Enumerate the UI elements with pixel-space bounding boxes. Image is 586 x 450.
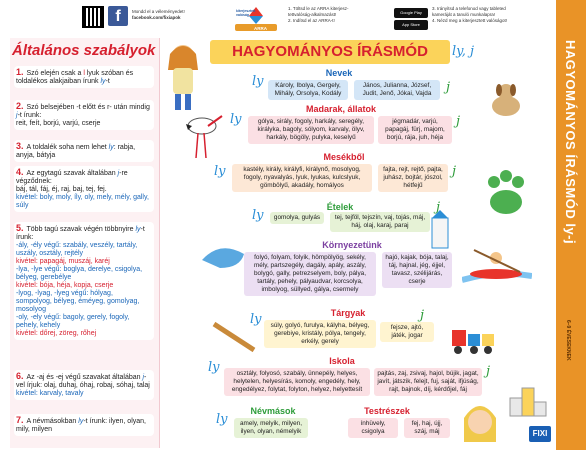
rule-end: -t <box>105 78 110 85</box>
ly-icon: ly <box>214 164 226 179</box>
arra-step-1: 1. Töltsd le az ARRA kiterjesz- <box>288 6 349 11</box>
section-etelek-j: tej, tejföl, tejszín, vaj, tojás, máj, háj, olaj, karaj, paraj <box>330 212 430 232</box>
section-kornyezet-j: hajó, kajak, bója, talaj, táj, hajnal, jég, éjjel, tavasz, szélijárás, cserje <box>382 252 452 288</box>
section-iskola-j: pajtás, zaj, zsivaj, hajol, bújik, jagat, javít, játszik, felejt, fuj, saját, ifjúság, rajt, bajnok, díj, kérdőjel, fáj <box>374 368 482 396</box>
rule-text: A toldalék soha nem lehet <box>26 144 109 151</box>
section-nevek-head: Nevek <box>325 68 353 78</box>
rule-example: reit, feít, borjú, varjú, cserje <box>16 120 101 127</box>
rule-exception: kivétel: papagáj, muszáj, karéj <box>16 258 110 265</box>
section-etelek-ly: gomolya, gulyás <box>270 212 324 224</box>
rule-example-4: -oly, -ely végű: bagoly, gerely, fogoly, pehely, kehely <box>16 314 130 329</box>
facebook-icon[interactable]: f <box>108 6 128 26</box>
rule-exception-4: kivétel: dőrej, zöreg, rőhej <box>16 330 97 337</box>
ly-icon: ly <box>216 412 228 427</box>
rule-3 <box>14 140 154 162</box>
arra-logo-line-1: kiterjesztett <box>236 9 256 13</box>
arra-step-1b: tettvalóság-alkalmazást! <box>288 12 337 17</box>
j-icon: j <box>486 364 491 379</box>
rule-rest: -vel írjuk: olaj, duhaj, óhaj, robaj, sóhaj, talaj <box>16 374 150 389</box>
arra-step-2: 2. Indítsd el az ARRA-t! <box>288 18 335 23</box>
kayak-illustration <box>462 240 532 290</box>
section-targyak-head: Tárgyak <box>330 308 366 318</box>
rule-text: A névmásokban <box>26 418 79 425</box>
rule-rest: lyuk szóban és toldalékos alakjaiban írunk <box>16 70 134 85</box>
rule-rest: : rabja, anyja, bátyja <box>16 144 136 159</box>
store-step-4: 4. Nézd meg a kiterjesztett valóságot! <box>432 18 508 23</box>
section-testreszek-ly: ínhüvely, csigolya <box>348 418 398 438</box>
ly-icon: ly <box>252 74 264 89</box>
podium-illustration <box>508 372 548 418</box>
rule-highlight: ly <box>108 144 114 151</box>
fixi-logo: FIXI <box>529 426 551 442</box>
arra-logo-line-2: valóság <box>236 13 250 17</box>
section-nevmasok-ly: amely, melyik, milyen, ilyen, olyan, némelyik <box>234 418 308 438</box>
dragon-illustration <box>484 168 528 218</box>
rule-example-2: -lya, -lye végű: boglya, derelye, csigolya, bélyeg, gerebélye <box>16 266 143 281</box>
rule-rest: -re végződnek: <box>16 170 128 185</box>
rule-number: 4. <box>16 167 24 177</box>
j-icon: j <box>420 308 425 323</box>
rule-rest: -t írunk: <box>17 112 42 119</box>
arra-steps <box>288 6 388 24</box>
section-mesek-j: fajta, rejt, rejtő, pajta, juhász, bojtár, jószol, hétfejű <box>378 164 448 192</box>
rule-1 <box>14 66 154 88</box>
section-iskola-head: Iskola <box>329 356 355 366</box>
facebook-text <box>132 9 202 21</box>
side-title: HAGYOMÁNYOS ÍRÁSMÓD ly-j <box>563 40 578 245</box>
rule-text: Szó elején csak a <box>26 70 84 77</box>
section-testreszek-j: fej, haj, újj, száj, máj <box>404 418 450 438</box>
rule-number: 5. <box>16 223 24 233</box>
rule-rest: -t írunk: <box>16 226 145 241</box>
qr-code-icon <box>82 6 104 28</box>
arra-logo-text <box>236 9 276 17</box>
rule-number: 2. <box>16 101 24 111</box>
rule-exception: kivétel: karvaly, tavaly <box>16 390 84 397</box>
section-targyak-j: fejsze, ajtó, játék, jogar <box>380 322 434 342</box>
rule-4 <box>14 166 154 212</box>
side-subtitle: 6–9 ÉVESEKNEK <box>565 320 571 361</box>
rule-highlight: j <box>117 170 120 177</box>
rule-text: Szó belsejében -t előtt és r- után mindig <box>26 104 150 111</box>
girl-illustration <box>160 40 206 112</box>
rule-text: Több tagú szavak végén többnyire <box>26 226 136 233</box>
milk-carton-illustration <box>430 210 450 250</box>
store-step-3b: kameráját a tanuló munkalapra! <box>432 12 496 17</box>
section-nevmasok-head: Névmások <box>250 406 296 416</box>
whale-illustration <box>200 236 250 276</box>
section-testreszek-head: Testrészek <box>364 406 410 416</box>
section-mesek-ly: kastély, király, királyfi, királynő, mosolyog, fogoly, nyavalyás, lyuk, lyukas, kulcslyuk, gömbölyű, akadály, homályos <box>232 164 372 192</box>
section-targyak-ly: súly, golyó, furulya, kályha, bélyeg, gerebiye, kristály, pólya, tengely, erkély, gerely <box>264 320 376 348</box>
rules-title: Általános szabályok <box>12 42 156 59</box>
rule-example: báj, tál, fáj, éj, raj, baj, tej, fej. <box>16 186 107 193</box>
section-nevek-j: János, Julianna, József, Judit, Jenő, Jókai, Vajda <box>354 80 440 100</box>
rule-example-3: -lyog, -lyag, -lyeg végű: hólyag, sompolyog, bélyeg, éméyeg, gomolyag, mosolyog <box>16 290 140 313</box>
arra-logo-word: ARRA <box>254 26 267 31</box>
rule-6 <box>14 370 154 400</box>
j-icon: j <box>436 200 441 215</box>
rule-highlight: ly <box>78 418 84 425</box>
section-nevek-ly: Károly, Ibolya, Gergely, Mihály, Orsolya, Kodály <box>268 80 348 100</box>
ly-icon: ly <box>252 208 264 223</box>
section-madarak-j: jégmadár, varjú, papagáj, fürj, majom, borjú, rája, juh, héja <box>378 116 452 144</box>
rule-exception-2: kivétel: bója, héja, kopja, cserje <box>16 282 114 289</box>
main-title: HAGYOMÁNYOS ÍRÁSMÓD <box>210 40 450 64</box>
section-mesek-head: Mesékből <box>323 152 365 162</box>
stork-illustration <box>178 108 224 160</box>
section-kornyezet-ly: folyó, folyam, folyik, hömpölyög, sekély, mély, partszegély, dagály, apály, aszály, bolygó, gally, petrezselyem, boly, pálya, tartály, pehely, pályaudvar, korcsolya, imbolyog, süllyed, gálya, csermely <box>244 252 376 296</box>
dog-illustration <box>486 80 526 120</box>
title-ly-mark: ly, j <box>452 44 475 59</box>
app-store-button[interactable]: App Store <box>394 20 428 30</box>
rule-number: 3. <box>16 141 24 151</box>
store-steps <box>432 6 542 24</box>
section-kornyezet-head: Környezetünk <box>322 240 382 250</box>
fb-line-2: facebook.com/fixiapok <box>132 15 181 20</box>
rule-rest: -t írunk: ilyen, olyan, mily, milyen <box>16 418 146 433</box>
rule-number: 6. <box>16 371 24 381</box>
header-bar <box>0 0 586 38</box>
section-madarak-head: Madarak, állatok <box>305 104 377 114</box>
store-step-3: 3. Irányítsd a telefonod vagy tableted <box>432 6 506 11</box>
ly-icon: ly <box>250 312 262 327</box>
rule-highlight: l <box>83 70 85 77</box>
rule-number: 7. <box>16 415 24 425</box>
rule-highlight: j <box>16 112 18 119</box>
rule-tail: ly <box>100 78 106 85</box>
j-icon: j <box>452 164 457 179</box>
rule-highlight: ly <box>135 226 141 233</box>
rule-exception: kivétel: boly, moly, íly, oly, mely, mély, gally, súly <box>16 194 149 209</box>
rule-example: -ály, -ély végű: szabály, veszély, tartály, uszály, osztály, rejtély <box>16 242 138 257</box>
girl-face-illustration <box>460 398 500 444</box>
j-icon: j <box>446 80 451 95</box>
rule-2 <box>14 100 154 130</box>
rule-highlight: j <box>142 374 145 381</box>
section-etelek-head: Ételek <box>326 202 354 212</box>
section-iskola-ly: osztály, folyosó, szabály, ünnepély, helyes, helytelen, helyesírás, komoly, engedély, hely, engedélyez, folytat, folyton, helyez, helyettesít <box>224 368 370 396</box>
rule-text: Az -aj és -ej végű szavakat általában <box>26 374 143 381</box>
ly-icon: ly <box>208 360 220 375</box>
ly-icon: ly <box>230 112 242 127</box>
rule-number: 1. <box>16 67 24 77</box>
google-play-button[interactable]: Google Play <box>394 8 428 18</box>
rule-7 <box>14 414 154 436</box>
section-madarak-ly: gólya, sirály, fogoly, harkály, seregély, királyka, bagoly, sólyom, karvaly, ölyv, harkály, bögöly, pulyka, keselyű <box>248 116 374 144</box>
j-icon: j <box>456 114 461 129</box>
rule-5 <box>14 222 154 340</box>
train-toy-illustration <box>448 318 496 358</box>
rule-text: Az egytagú szavak általában <box>26 170 118 177</box>
fb-line-1: Mondd el a véleményedet! <box>132 9 185 14</box>
